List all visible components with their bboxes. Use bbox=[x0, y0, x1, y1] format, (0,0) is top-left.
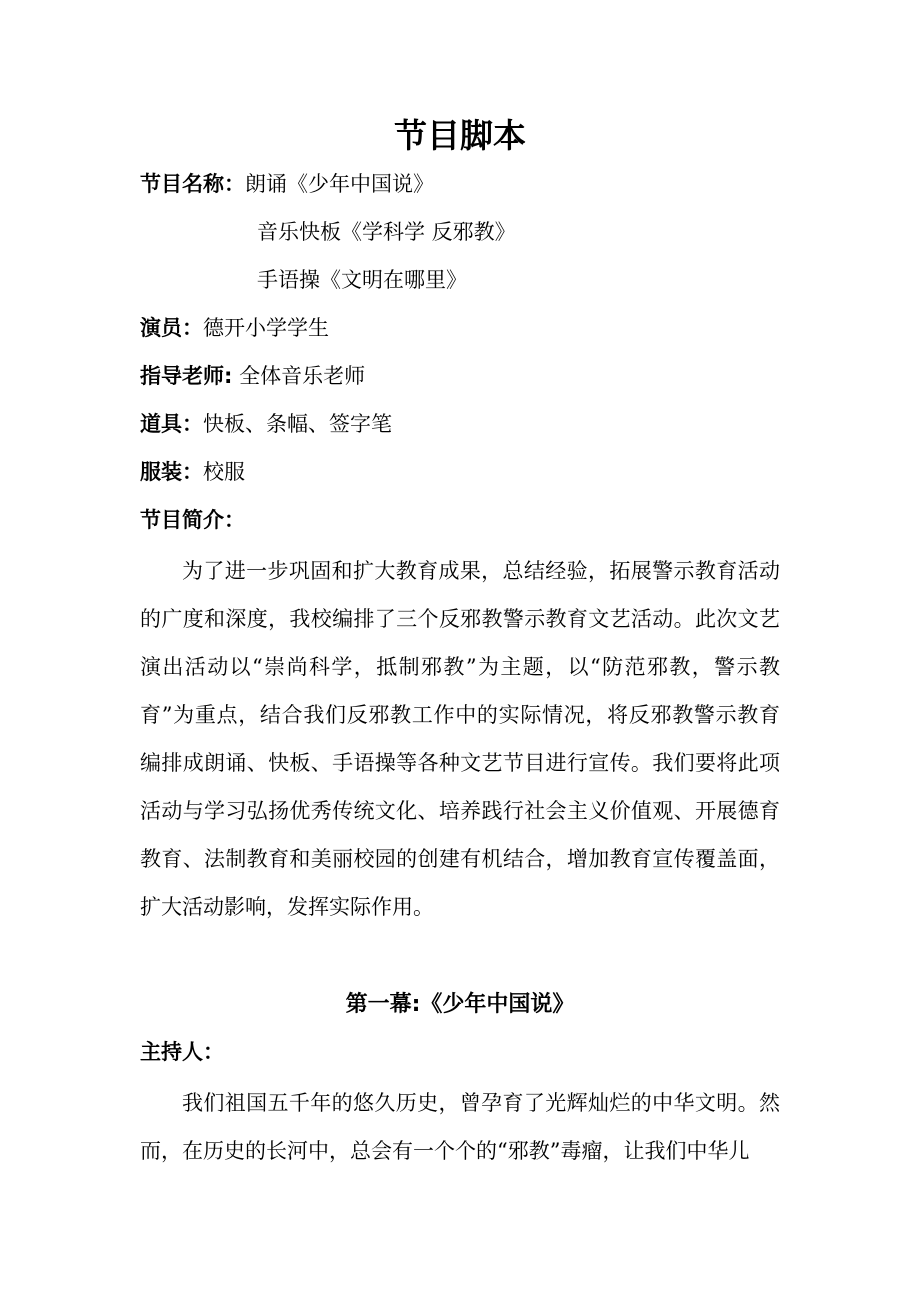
program-item-3: 手语操《文明在哪里》 bbox=[257, 268, 467, 292]
teacher-line bbox=[140, 361, 365, 391]
costume-label: 服装： bbox=[140, 460, 203, 484]
props-value: 快板、条幅、签字笔 bbox=[203, 412, 392, 436]
props-line bbox=[140, 409, 392, 439]
intro-label: 节目简介： bbox=[140, 508, 245, 532]
costume-value: 校服 bbox=[203, 460, 245, 484]
intro-paragraph: 为了进一步巩固和扩大教育成果，总结经验，拓展警示教育活动的广度和深度，我校编排了三个反邪教警示教育文艺活动。此次文艺演出活动以“崇尚科学，抵制邪教”为主题，以“防范邪教，警示教育”为重点，结合我们反邪教工作中的实际情况，将反邪教警示教育编排成朗诵、快板、手语操等各种文艺节目进行宣传。我们要将此项活动与学习弘扬优秀传统文化、培养践行社会主义价值观、开展德育教育、法制教育和美丽校园的创建有机结合，增加教育宣传覆盖面，扩大活动影响，发挥实际作用。 bbox=[140, 559, 780, 919]
performers-label: 演员： bbox=[140, 316, 203, 340]
performers-value: 德开小学学生 bbox=[203, 316, 329, 340]
costume-line bbox=[140, 457, 245, 487]
act1-paragraph: 我们祖国五千年的悠久历史，曾孕育了光辉灿烂的中华文明。然而，在历史的长河中，总会有一个个的“邪教”毒瘤，让我们中华儿 bbox=[140, 1091, 780, 1163]
program-name-line bbox=[140, 169, 434, 199]
teacher-value: 全体音乐老师 bbox=[232, 364, 366, 388]
program-item-2: 音乐快板《学科学 反邪教》 bbox=[257, 220, 516, 244]
program-item-1: 朗诵《少年中国说》 bbox=[245, 172, 434, 196]
teacher-label: 指导老师: bbox=[140, 364, 233, 388]
props-label: 道具： bbox=[140, 412, 203, 436]
act1-title: 第一幕:《少年中国说》 bbox=[345, 992, 575, 1017]
program-name-label: 节目名称： bbox=[140, 172, 245, 196]
document-title: 节目脚本 bbox=[394, 116, 526, 155]
performers-line bbox=[140, 313, 329, 343]
host-label: 主持人： bbox=[140, 1040, 224, 1064]
host-heading bbox=[140, 1037, 224, 1067]
intro-heading bbox=[140, 505, 245, 535]
